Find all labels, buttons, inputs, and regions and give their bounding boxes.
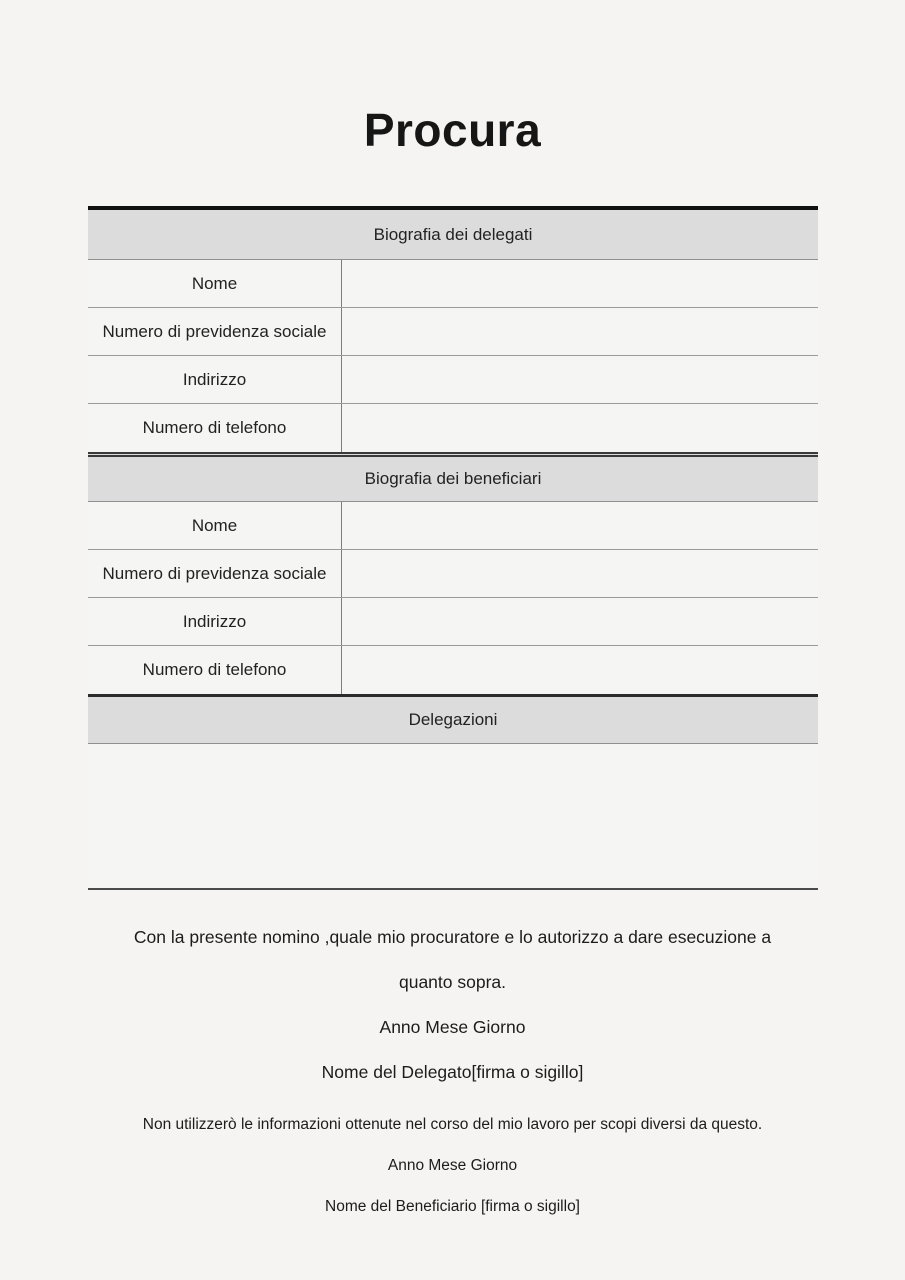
signature-line-beneficiario: Nome del Beneficiario [firma o sigillo] <box>325 1198 580 1215</box>
page-title: Procura <box>363 104 542 156</box>
section-header-beneficiari <box>88 452 818 502</box>
row-label-indirizzo: Indirizzo <box>88 598 342 645</box>
spacer <box>60 1095 845 1104</box>
row-value-indirizzo <box>342 356 818 403</box>
signature-line-delegato: Nome del Delegato[firma o sigillo] <box>321 1062 584 1082</box>
statement-line: quanto sopra. <box>398 972 507 992</box>
row-label-nome: Nome <box>88 502 342 549</box>
row-value-telefono <box>342 646 818 694</box>
table-row <box>88 308 818 356</box>
section-header-delegazioni <box>88 694 818 744</box>
table-row <box>88 260 818 308</box>
section-header-label: Biografia dei delegati <box>373 224 533 244</box>
date-line: Anno Mese Giorno <box>379 1017 526 1037</box>
row-label-telefono: Numero di telefono <box>88 404 342 452</box>
footer-text <box>60 915 845 1227</box>
table-row <box>88 550 818 598</box>
table-row <box>88 646 818 694</box>
delegazioni-empty-area <box>88 744 818 890</box>
row-value-telefono <box>342 404 818 452</box>
privacy-line: Non utilizzerò le informazioni ottenute nel corso del mio lavoro per scopi diversi da questo. <box>142 1116 763 1133</box>
section-header-label: Delegazioni <box>408 710 498 729</box>
row-value-nome <box>342 260 818 307</box>
statement-line: Con la presente nomino ,quale mio procuratore e lo autorizzo a dare esecuzione a <box>133 927 772 947</box>
row-label-nome: Nome <box>88 260 342 307</box>
table-row <box>88 502 818 550</box>
procura-table <box>88 206 818 890</box>
row-value-previdenza <box>342 550 818 597</box>
section-header-label: Biografia dei beneficiari <box>364 469 542 488</box>
table-row <box>88 404 818 452</box>
row-label-telefono: Numero di telefono <box>88 646 342 694</box>
section-header-delegati <box>88 210 818 260</box>
row-label-previdenza: Numero di previdenza sociale <box>88 308 342 355</box>
row-value-nome <box>342 502 818 549</box>
table-row <box>88 356 818 404</box>
row-label-previdenza: Numero di previdenza sociale <box>88 550 342 597</box>
row-value-previdenza <box>342 308 818 355</box>
row-value-indirizzo <box>342 598 818 645</box>
date-line: Anno Mese Giorno <box>387 1157 518 1174</box>
table-row <box>88 598 818 646</box>
row-label-indirizzo: Indirizzo <box>88 356 342 403</box>
